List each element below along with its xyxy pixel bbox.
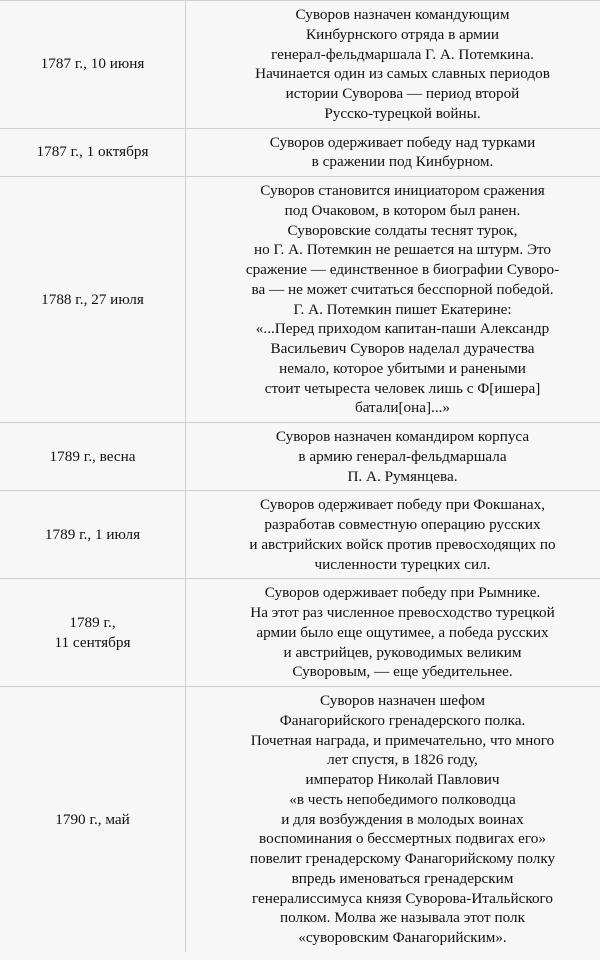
description-cell: Суворов одерживает победу при Фокшанах, разработав совместную операцию русских и австрийских войск против превосходящих по численности турецких сил.: [186, 491, 600, 579]
date-cell: 1788 г., 27 июля: [0, 177, 186, 423]
description-cell: Суворов становится инициатором сражения под Очаковом, в котором был ранен. Суворовские солдаты теснят турок, но Г. А. Потемкин не решается на штурм. Это сражение — единственное в биографии Суворо- ва — не может считаться бесспорной победой. Г. А. Потемкин пишет Екатерине: «...Перед приходом капитан-паши Александр Васильевич Суворов наделал дурачества немало, которое убитыми и ранеными стоит четыреста человек лишь с Ф[ишера] батали[она]...»: [186, 177, 600, 423]
date-cell: 1789 г., 1 июля: [0, 491, 186, 579]
table-row: [0, 128, 600, 177]
date-cell: 1790 г., май: [0, 687, 186, 952]
description-cell: Суворов одерживает победу над турками в сражении под Кинбурном.: [186, 128, 600, 177]
table-row: [0, 423, 600, 491]
description-cell: Суворов назначен командиром корпуса в армию генерал-фельдмаршала П. А. Румянцева.: [186, 423, 600, 491]
date-cell: 1789 г., 11 сентября: [0, 579, 186, 687]
description-cell: Суворов назначен шефом Фанагорийского гренадерского полка. Почетная награда, и примечательно, что много лет спустя, в 1826 году, император Николай Павлович «в честь непобедимого полководца и для возбуждения в молодых воинах воспоминания о бессмертных подвигах его» повелит гренадерскому Фанагорийскому полку впредь именоваться гренадерским генералиссимуса князя Суворова-Итальйского полком. Молва же называла этот полк «суворовским Фанагорийским».: [186, 687, 600, 952]
description-cell: Суворов назначен командующим Кинбурнского отряда в армии генерал-фельдмаршала Г. А. Потемкина. Начинается один из самых славных периодов истории Суворова — период второй Русско-турецкой войны.: [186, 1, 600, 129]
table-row: [0, 687, 600, 952]
table-row: [0, 1, 600, 129]
date-cell: 1787 г., 1 октября: [0, 128, 186, 177]
table-row: [0, 177, 600, 423]
description-cell: Суворов одерживает победу при Рымнике. На этот раз численное превосходство турецкой армии было еще ощутимее, а победа русских и австрийцев, руководимых великим Суворовым, — еще убедительнее.: [186, 579, 600, 687]
table-row: [0, 579, 600, 687]
table-body: [0, 1, 600, 952]
date-cell: 1789 г., весна: [0, 423, 186, 491]
table-row: [0, 491, 600, 579]
date-cell: 1787 г., 10 июня: [0, 1, 186, 129]
